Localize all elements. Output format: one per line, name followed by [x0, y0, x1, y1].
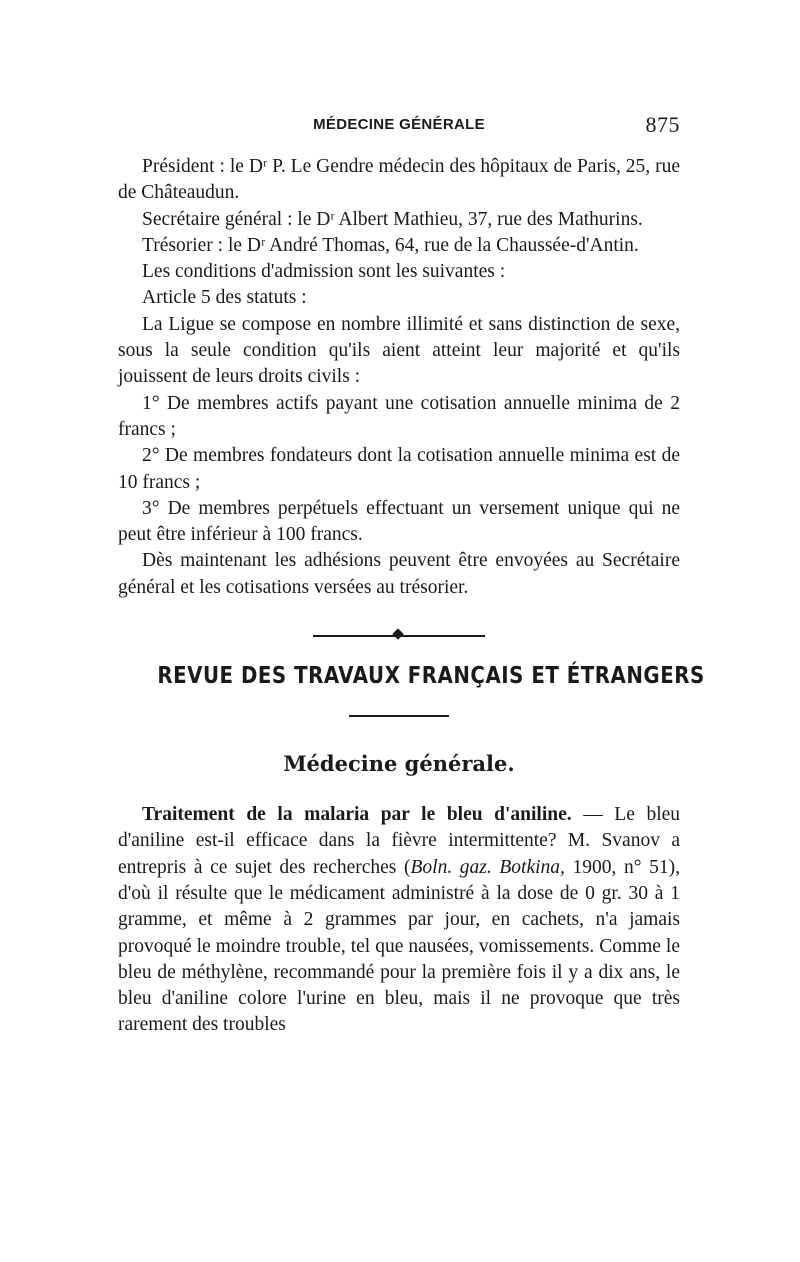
ligue-paragraph: La Ligue se compose en nombre illimité et sans distinction de sexe, sous la seule condition qu'ils aient atteint leur majorité et qu'ils jouissent de leurs droits civils : — [118, 313, 680, 388]
article-citation: Boln. gaz. Botkina, — [410, 856, 565, 878]
running-head — [118, 112, 680, 142]
article-paragraph: Article 5 des statuts : — [142, 287, 307, 309]
article-paragraph-body — [118, 802, 680, 1039]
article-title: Traitement de la malaria par le bleu d'aniline. — [142, 804, 572, 826]
section-heading: REVUE DES TRAVAUX FRANÇAIS ET ÉTRANGERS — [157, 663, 705, 690]
book-page — [118, 112, 705, 1039]
secretary-paragraph: Secrétaire général : le Dʳ Albert Mathieu, 37, rue des Mathurins. — [142, 208, 643, 230]
president-paragraph: Président : le Dʳ P. Le Gendre médecin des hôpitaux de Paris, 25, rue de Châteaudun. — [118, 156, 680, 204]
article-text-after-citation: 1900, n° 51), d'où il résulte que le médicament administré à la dose de 0 gr. 30 à 1 gramme, et même à 2 grammes par jour, en cachets, n'a jamais provoqué le moindre trouble, tel que nausées, vomissements. Comme le bleu de méthylène, recommandé pour la première fois il y a dix ans, le bleu d'aniline colore l'urine en bleu, mais il ne provoque que très rarement des troubles — [118, 856, 680, 1036]
membership-text — [118, 154, 680, 601]
closing-paragraph: Dès maintenant les adhésions peuvent être envoyées au Secrétaire général et les cotisations versées au trésorier. — [118, 550, 680, 598]
list-item-1: 1° De membres actifs payant une cotisation annuelle minima de 2 francs ; — [118, 392, 680, 440]
list-item-2: 2° De membres fondateurs dont la cotisation annuelle minima est de 10 francs ; — [118, 445, 680, 493]
conditions-paragraph: Les conditions d'admission sont les suivantes : — [142, 261, 506, 283]
subsection-heading: Médecine générale. — [283, 751, 515, 777]
section-ornament — [313, 629, 485, 643]
ornament-diamond-icon — [392, 628, 403, 639]
list-item-3: 3° De membres perpétuels effectuant un versement unique qui ne peut être inférieur à 100 francs. — [118, 497, 680, 546]
running-title: MÉDECINE GÉNÉRALE — [313, 116, 485, 133]
section-rule — [349, 715, 449, 717]
article-block — [118, 802, 680, 1039]
page-number: 875 — [645, 112, 680, 137]
treasurer-paragraph: Trésorier : le Dʳ André Thomas, 64, rue de la Chaussée-d'Antin. — [142, 234, 639, 256]
article-text-before-citation: — Le bleu d'aniline est-il efficace dans la fièvre intermittente? M. Svanov a entrepris à ce sujet des recherches ( — [118, 804, 681, 878]
